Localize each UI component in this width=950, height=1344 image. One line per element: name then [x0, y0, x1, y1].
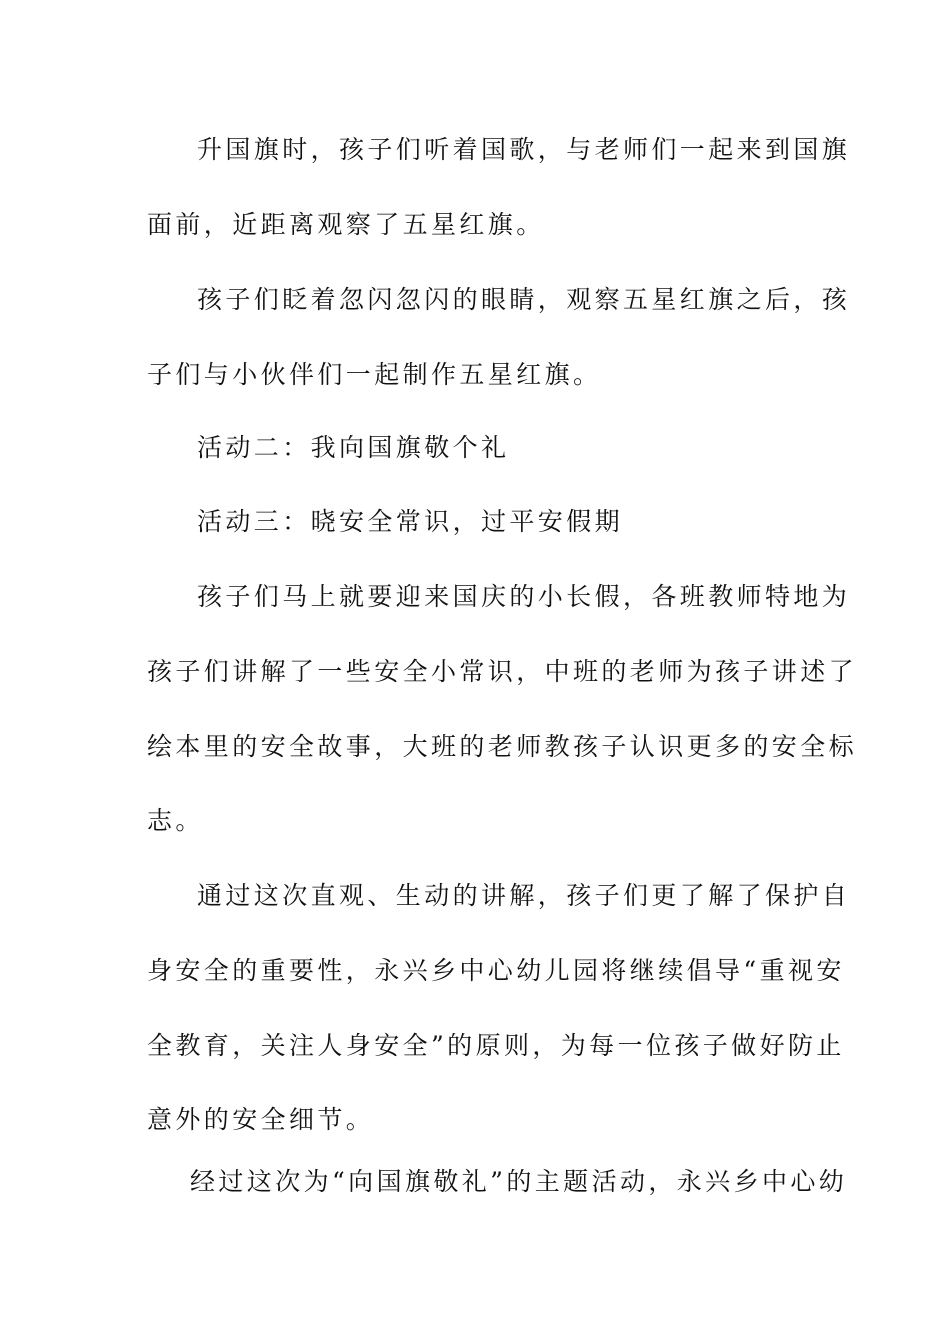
paragraph-line: 面前，近距离观察了五星红旗。	[147, 210, 545, 239]
paragraph-line: 绘本里的安全故事，大班的老师教孩子认识更多的安全标	[147, 732, 858, 761]
paragraph-line: 孩子们马上就要迎来国庆的小长假，各班教师特地为	[197, 582, 851, 611]
paragraph-line: 意外的安全细节。	[147, 1105, 375, 1134]
paragraph-line: 孩子们眨着忽闪忽闪的眼睛，观察五星红旗之后，孩	[197, 285, 851, 314]
section-heading: 活动三：晓安全常识，过平安假期	[197, 507, 624, 536]
section-heading: 活动二：我向国旗敬个礼	[197, 433, 510, 462]
paragraph-line: 孩子们讲解了一些安全小常识，中班的老师为孩子讲述了	[147, 657, 858, 686]
paragraph-line: 升国旗时，孩子们听着国歌，与老师们一起来到国旗	[197, 135, 851, 164]
paragraph-line: 通过这次直观、生动的讲解，孩子们更了解了保护自	[197, 881, 851, 910]
paragraph-line: 经过这次为“向国旗敬礼”的主题活动，永兴乡中心幼	[190, 1167, 848, 1196]
paragraph-line: 子们与小伙伴们一起制作五星红旗。	[147, 360, 602, 389]
paragraph-line: 身安全的重要性，永兴乡中心幼儿园将继续倡导“重视安	[147, 956, 845, 985]
paragraph-line: 全教育，关注人身安全”的原则，为每一位孩子做好防止	[147, 1031, 845, 1060]
paragraph-line: 志。	[147, 806, 204, 835]
